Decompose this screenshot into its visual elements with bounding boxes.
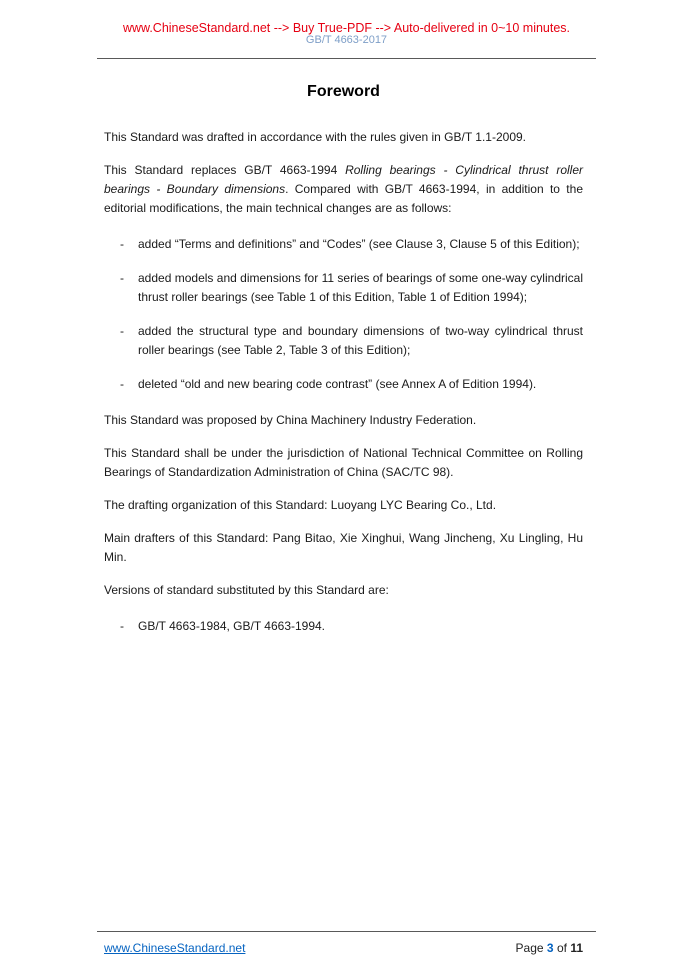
paragraph-versions: Versions of standard substituted by this Standard are: xyxy=(104,583,389,597)
foreword-content xyxy=(104,59,583,653)
promo-banner-link[interactable]: www.ChineseStandard.net --> Buy True-PDF --> Auto-delivered in 0~10 minutes. xyxy=(122,21,571,35)
footer-divider xyxy=(97,931,596,932)
paragraph-drafted: This Standard was drafted in accordance with the rules given in GB/T 1.1-2009. xyxy=(104,130,527,144)
page-label: Page xyxy=(515,941,544,955)
footer-link[interactable]: www.ChineseStandard.net xyxy=(104,941,246,955)
bullet-marker: - xyxy=(120,271,124,285)
page-title: Foreword xyxy=(307,83,380,100)
list-item-text: GB/T 4663-1984, GB/T 4663-1994. xyxy=(138,619,326,633)
bullet-marker: - xyxy=(120,324,124,338)
page-footer xyxy=(104,941,583,955)
list-item xyxy=(120,269,583,307)
page-of-label: of xyxy=(556,941,567,955)
bullet-marker: - xyxy=(120,237,124,251)
page-number xyxy=(516,941,583,955)
paragraph-replaces xyxy=(104,161,583,218)
list-item xyxy=(120,235,583,254)
list-item xyxy=(120,375,583,394)
list-item xyxy=(120,322,583,360)
italic-standard-title-run: Rolling bearings - Cylindrical thrust roller bearings - Boundary dimensions xyxy=(104,163,583,196)
list-item-text: added models and dimensions for 11 series of bearings of some one-way cylindrical thrust roller bearings (see Table 1 of this Edition, Table 1 of Edition 1994); xyxy=(138,271,583,304)
bullet-marker: - xyxy=(120,619,124,633)
text-run: This Standard replaces GB/T 4663-1994 xyxy=(104,163,346,177)
page-total: 11 xyxy=(570,941,583,955)
bullet-marker: - xyxy=(120,377,124,391)
list-item-text: added the structural type and boundary dimensions of two-way cylindrical thrust roller bearings (see Table 2, Table 3 of this Edition); xyxy=(138,324,583,357)
paragraph-proposed: This Standard was proposed by China Machinery Industry Federation. xyxy=(104,413,477,427)
page-current: 3 xyxy=(546,941,554,955)
paragraph-jurisdiction: This Standard shall be under the jurisdiction of National Technical Committee on Rolling Bearings of Standardization Administration of China (SAC/TC 98). xyxy=(104,446,583,479)
list-item xyxy=(120,617,583,636)
paragraph-main-drafters: Main drafters of this Standard: Pang Bitao, Xie Xinghui, Wang Jincheng, Xu Lingling, Hu Min. xyxy=(104,531,583,564)
doc-number: GB/T 4663-2017 xyxy=(305,34,388,46)
list-item-text: deleted “old and new bearing code contrast” (see Annex A of Edition 1994). xyxy=(138,377,537,391)
paragraph-drafting-org: The drafting organization of this Standard: Luoyang LYC Bearing Co., Ltd. xyxy=(104,498,497,512)
technical-changes-list xyxy=(104,235,583,394)
list-item-text: added “Terms and definitions” and “Codes” (see Clause 3, Clause 5 of this Edition); xyxy=(138,237,580,251)
text-run: . Compared with GB/T 4663-1994, in addition to the editorial modifications, the main technical changes are as follows: xyxy=(104,182,583,215)
substituted-versions-list xyxy=(104,617,583,636)
